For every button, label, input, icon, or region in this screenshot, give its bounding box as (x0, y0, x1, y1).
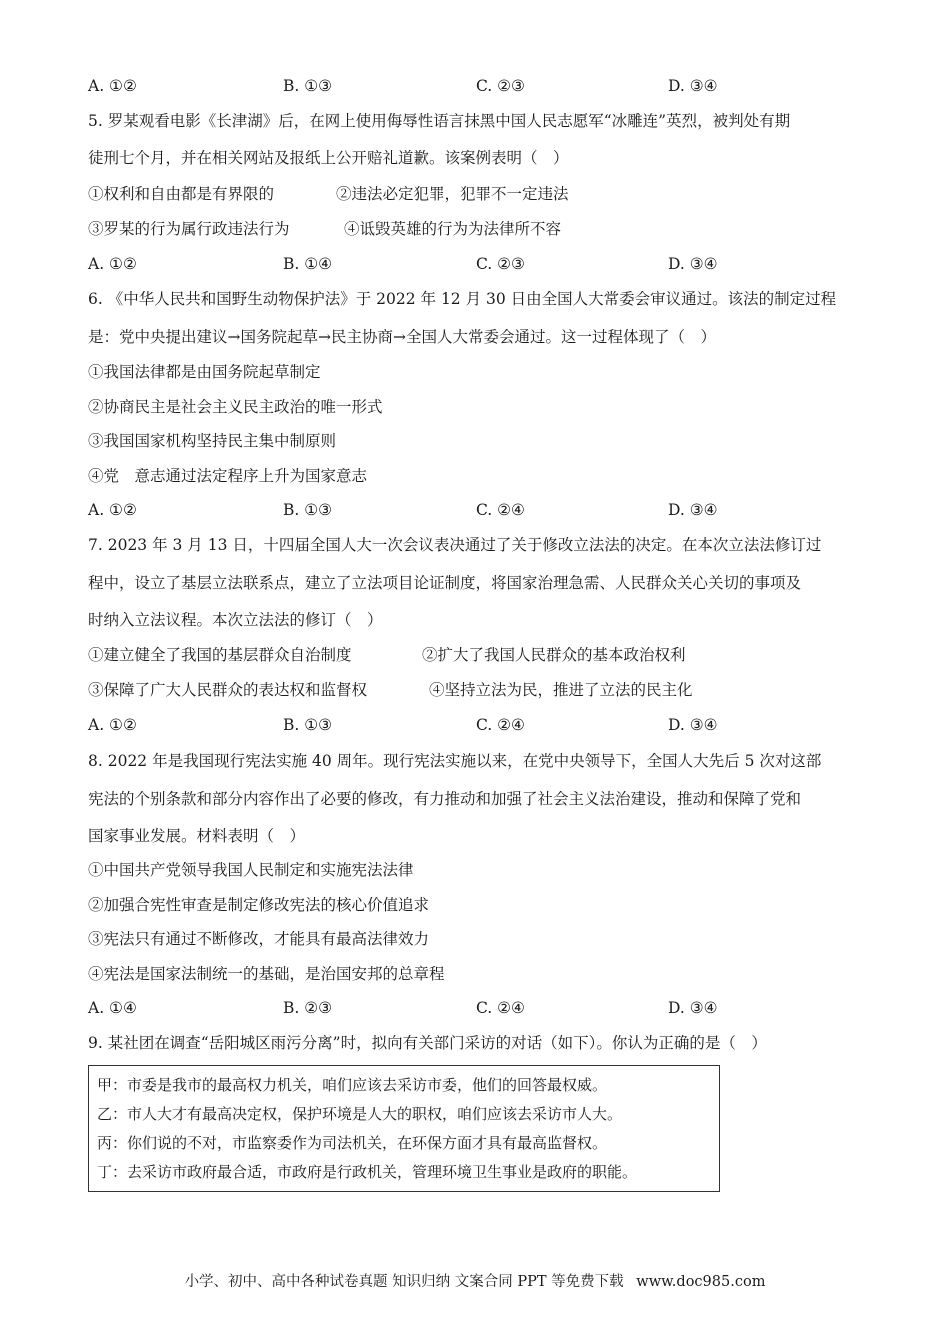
q8-statement-3: ③宪法只有通过不断修改，才能具有最高法律效力 (88, 930, 430, 948)
q7-stem-line-2: 程中，设立了基层立法联系点，建立了立法项目论证制度，将国家治理急需、人民群众关心关切的事项及 (88, 574, 802, 592)
q9-stem-line-1: 9. 某社团在调查“岳阳城区雨污分离”时，拟向有关部门采访的对话（如下）。你认为正确的是（ ） (88, 1034, 767, 1052)
q4-option-d: D. ③④ (668, 77, 718, 95)
q6-statement-1: ①我国法律都是由国务院起草制定 (88, 363, 321, 381)
q6-stem-line-1: 6. 《中华人民共和国野生动物保护法》于 2022 年 12 月 30 日由全国人大常委会审议通过。该法的制定过程 (88, 290, 837, 308)
q9-dialog-jia: 甲：市委是我市的最高权力机关，咱们应该去采访市委，他们的回答最权威。 (97, 1076, 608, 1094)
q8-option-b: B. ②③ (283, 999, 333, 1017)
q7-option-b: B. ①③ (283, 716, 333, 734)
q5-option-b: B. ①④ (283, 255, 333, 273)
q6-statement-3: ③我国国家机构坚持民主集中制原则 (88, 432, 337, 450)
q5-stem-line-2: 徒刑七个月，并在相关网站及报纸上公开赔礼道歉。该案例表明（ ） (88, 149, 569, 167)
q4-option-c: C. ②③ (476, 77, 525, 95)
q9-dialog-ding: 丁：去采访市政府最合适，市政府是行政机关，管理环境卫生事业是政府的职能。 (97, 1163, 638, 1181)
q8-stem-line-3: 国家事业发展。材料表明（ ） (88, 827, 306, 845)
q6-option-d: D. ③④ (668, 501, 718, 519)
q7-statement-1: ①建立健全了我国的基层群众自治制度 (88, 646, 352, 664)
q6-option-b: B. ①③ (283, 501, 333, 519)
q8-statement-2: ②加强合宪性审查是制定修改宪法的核心价值追求 (88, 896, 430, 914)
q9-dialog-yi: 乙：市人大才有最高决定权，保护环境是人大的职权，咱们应该去采访市人大。 (97, 1105, 623, 1123)
footer-url[interactable]: www.doc985.com (636, 1274, 766, 1290)
q4-option-a: A. ①② (88, 77, 137, 95)
footer-text: 小学、初中、高中各种试卷真题 知识归纳 文案合同 PPT 等免费下载 (184, 1274, 624, 1290)
q6-statement-2: ②协商民主是社会主义民主政治的唯一形式 (88, 398, 383, 416)
q5-statement-2: ②违法必定犯罪，犯罪不一定违法 (336, 185, 569, 203)
q7-statement-3: ③保障了广大人民群众的表达权和监督权 (88, 681, 368, 699)
q5-option-a: A. ①② (88, 255, 137, 273)
q6-option-a: A. ①② (88, 501, 137, 519)
q8-statement-1: ①中国共产党领导我国人民制定和实施宪法法律 (88, 861, 414, 879)
q8-option-d: D. ③④ (668, 999, 718, 1017)
q8-stem-line-1: 8. 2022 年是我国现行宪法实施 40 周年。现行宪法实施以来，在党中央领导下，全国人大先后 5 次对这部 (88, 752, 822, 770)
q4-option-b: B. ①③ (283, 77, 333, 95)
q7-option-d: D. ③④ (668, 716, 718, 734)
q5-option-c: C. ②③ (476, 255, 525, 273)
q6-statement-4: ④党 意志通过法定程序上升为国家意志 (88, 467, 368, 485)
q5-statement-3: ③罗某的行为属行政违法行为 (88, 220, 290, 238)
q7-stem-line-3: 时纳入立法议程。本次立法法的修订（ ） (88, 611, 383, 629)
q7-statement-2: ②扩大了我国人民群众的基本政治权利 (422, 646, 686, 664)
q8-stem-line-2: 宪法的个别条款和部分内容作出了必要的修改，有力推动和加强了社会主义法治建设，推动和保障了党和 (88, 790, 802, 808)
q5-option-d: D. ③④ (668, 255, 718, 273)
q5-stem-line-1: 5. 罗某观看电影《长津湖》后，在网上使用侮辱性语言抹黑中国人民志愿军“冰雕连”英烈，被判处有期 (88, 112, 791, 130)
q6-stem-line-2: 是：党中央提出建议→国务院起草→民主协商→全国人大常委会通过。这一过程体现了（ ） (88, 328, 716, 346)
q9-dialog-box (88, 1065, 720, 1192)
q7-stem-line-1: 7. 2023 年 3 月 13 日，十四届全国人大一次会议表决通过了关于修改立法法的决定。在本次立法法修订过 (88, 536, 822, 554)
q7-statement-4: ④坚持立法为民，推进了立法的民主化 (429, 681, 693, 699)
q5-statement-1: ①权利和自由都是有界限的 (88, 185, 275, 203)
q8-option-a: A. ①④ (88, 999, 137, 1017)
q5-statement-4: ④诋毁英雄的行为为法律所不容 (344, 220, 562, 238)
q6-option-c: C. ②④ (476, 501, 525, 519)
q8-option-c: C. ②④ (476, 999, 525, 1017)
q8-statement-4: ④宪法是国家法制统一的基础，是治国安邦的总章程 (88, 965, 445, 983)
q9-dialog-bing: 丙：你们说的不对，市监察委作为司法机关，在环保方面才具有最高监督权。 (97, 1134, 608, 1152)
q7-option-a: A. ①② (88, 716, 137, 734)
q7-option-c: C. ②④ (476, 716, 525, 734)
page-footer (0, 1270, 950, 1291)
